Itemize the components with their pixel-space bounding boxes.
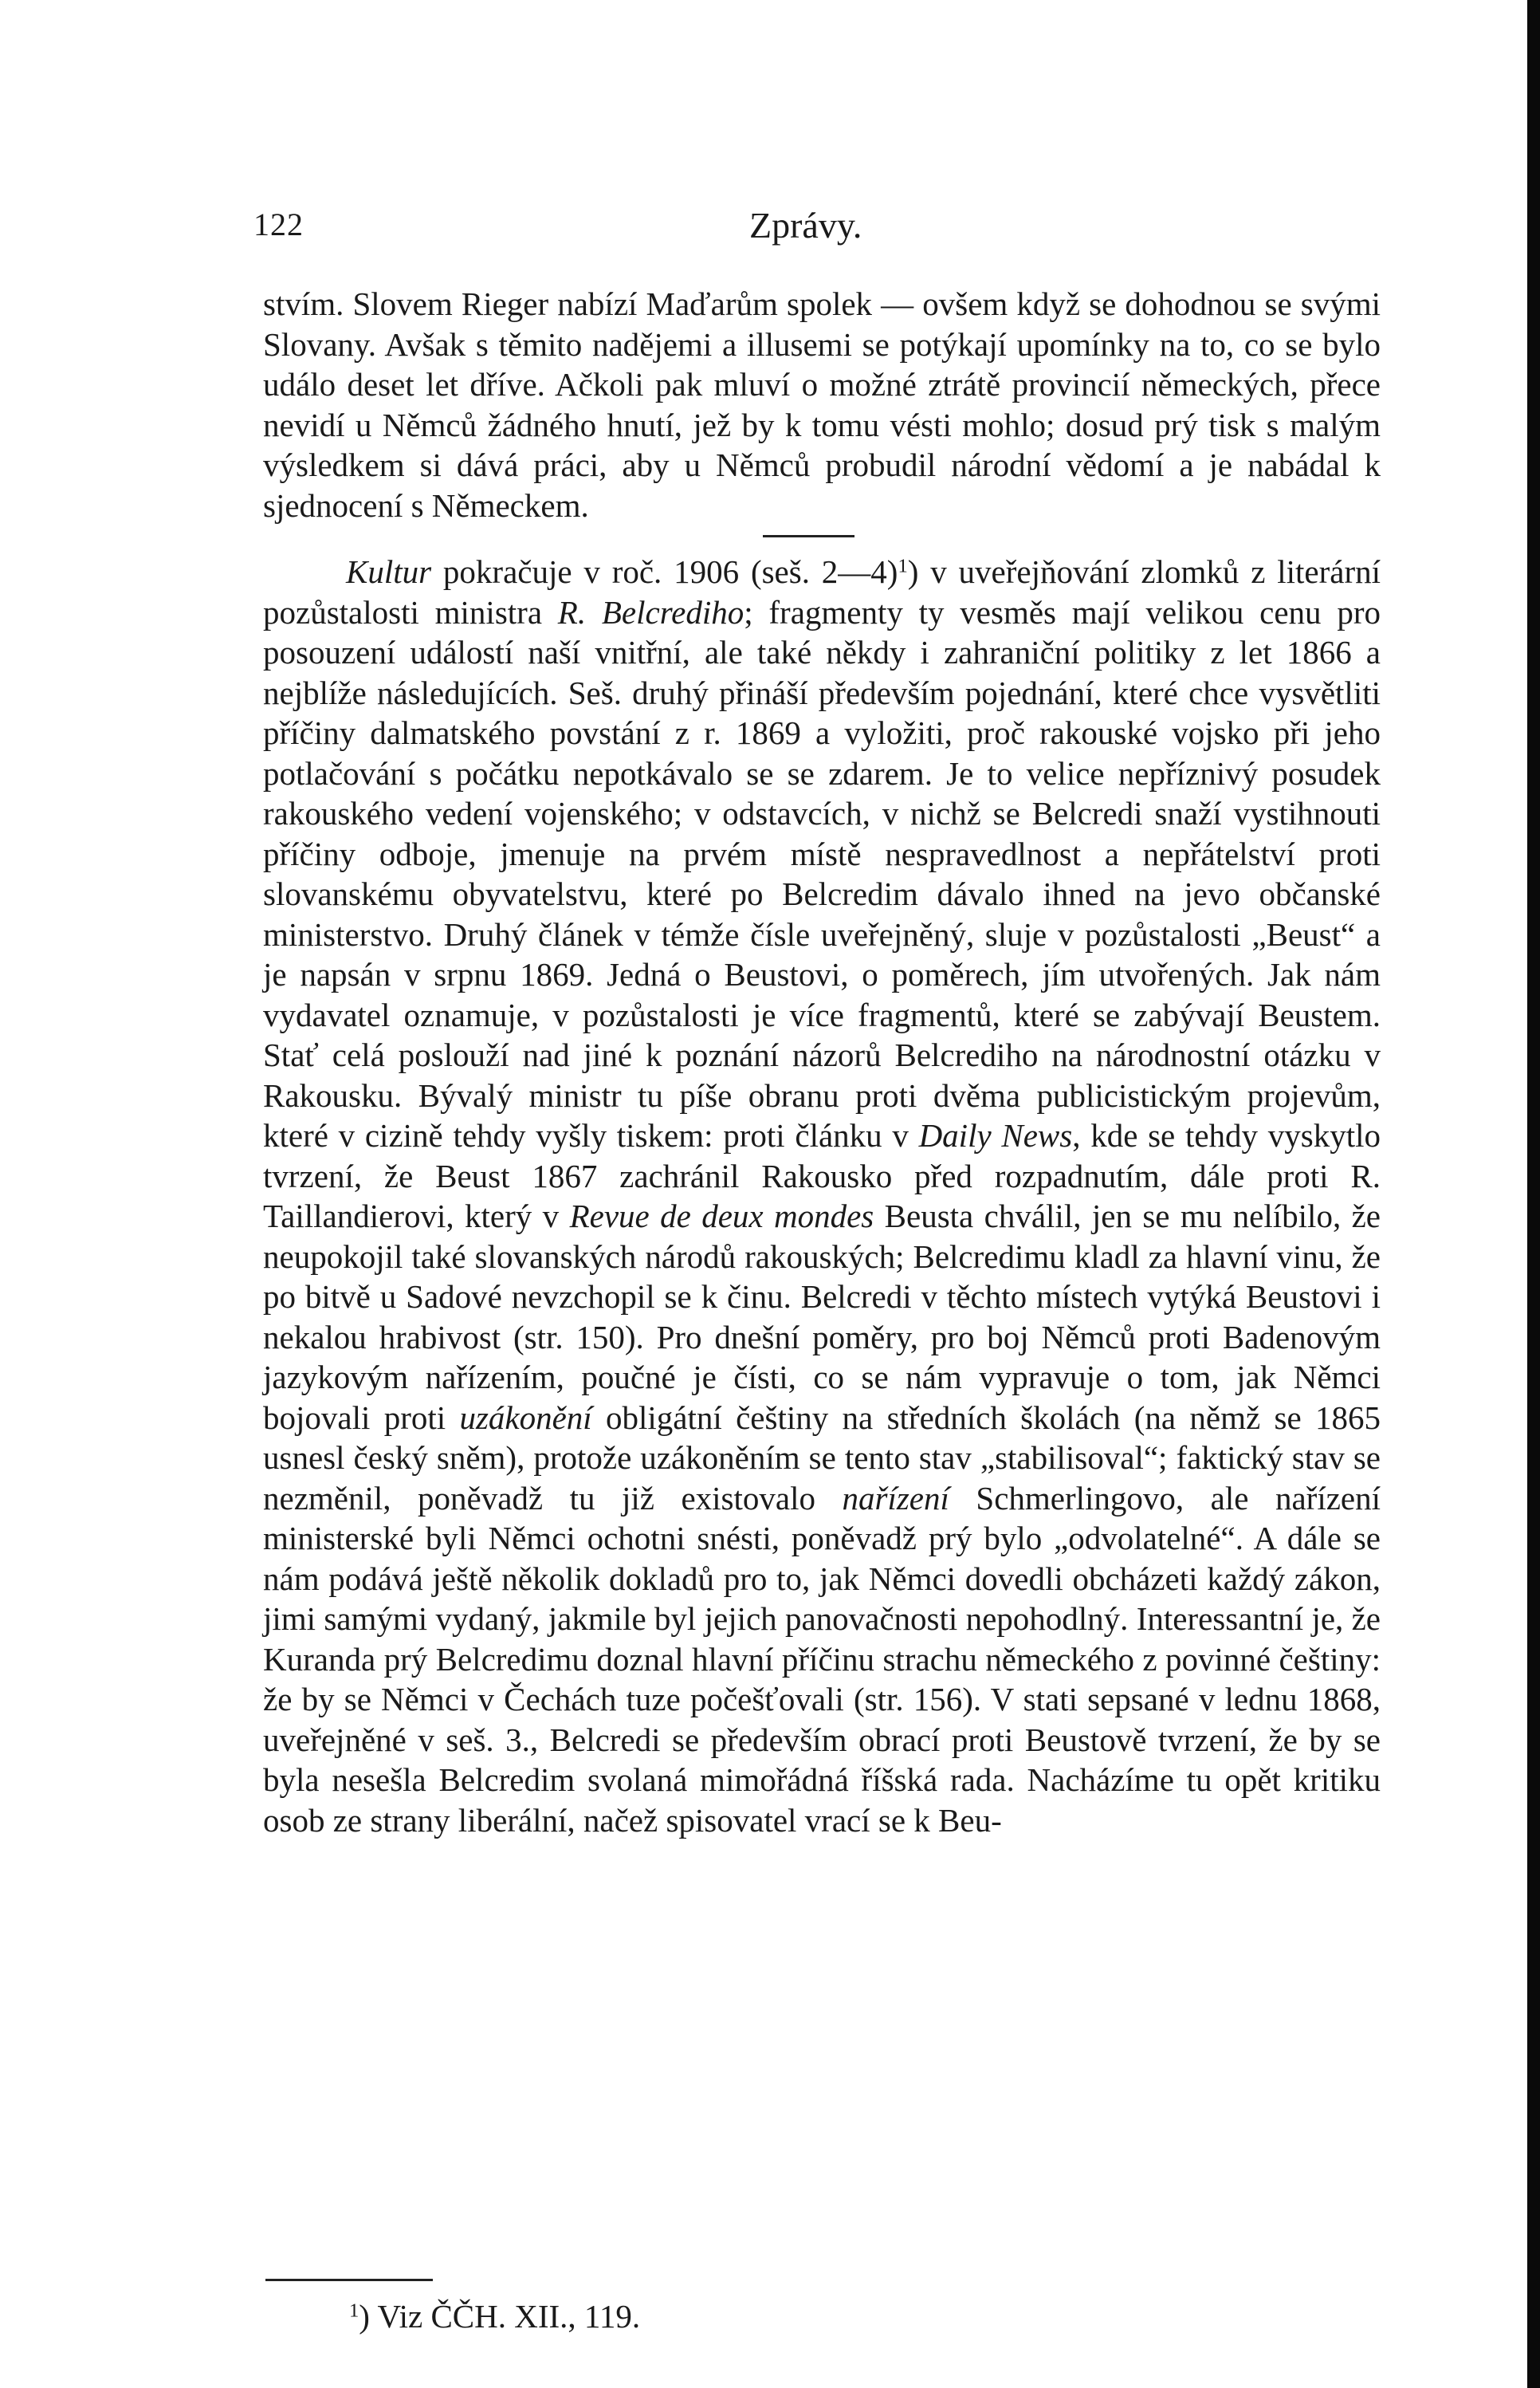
page-title: Zprávy. bbox=[749, 205, 862, 246]
revue-title: Revue de deux mondes bbox=[569, 1198, 874, 1234]
text-run: ) v uveřejňování zlomků z literární pozůstalosti ministra bbox=[263, 553, 1381, 631]
footnote-text: ) Viz ČČH. XII., 119. bbox=[359, 2298, 641, 2335]
paragraph-1 bbox=[263, 284, 1381, 525]
text-run: Beusta chválil, jen se mu nelíbilo, že neupokojil také slovanských národů rakouských; Belcredimu kladl za hlavní vinu, že po bitvě u Sadové nevzchopil se k činu. Belcredi v těchto místech vytýká Beustovi i nekalou hrabivost (str. 150). Pro dnešní poměry, pro boj Němců proti Badenovým jazykovým nařízením, poučné je čísti, co se nám vypravuje o tom, jak Němci bojovali proti bbox=[263, 1198, 1381, 1436]
footnote-mark: 1 bbox=[349, 2299, 359, 2322]
page-number: 122 bbox=[253, 207, 304, 242]
paragraph-1-text: stvím. Slovem Rieger nabízí Maďarům spolek — ovšem když se dohodnou se svými Slovany. Avšak s těmito nadějemi a illusemi se potýkají upomínky na to, co se bylo událo deset let dříve. Ačkoli pak mluví o možné ztrátě provincií německých, přece nevidí u Němců žádného hnutí, jež by k tomu vésti mohlo; dosud prý tisk s malým výsledkem si dává práci, aby u Němců probudil národní vědomí a je nabádal k sjednocení s Německem. bbox=[263, 285, 1381, 524]
emphasis-uzakoneni: uzákonění bbox=[459, 1399, 592, 1436]
text-run: ; fragmenty ty vesměs mají velikou cenu pro posouzení událostí naší vnitřní, ale také někdy i zahraniční politiky z let 1866 a nejblíže následujících. Seš. druhý přináší především pojednání, které chce vysvětliti příčiny dalmatského povstání z r. 1869 a vyložiti, proč rakouské vojsko při jeho potlačování s počátku nepotkávalo se se zdarem. Je to velice nepříznivý posudek rakouského vedení vojenského; v odstavcích, v nichž se Belcredi snaží vystihnouti příčiny odboje, jmenuje na prvém místě nespravedlnost a nepřátelství proti slovanskému obyvatelstvu, které po Belcredim dávalo ihned na jevo občanské ministerstvo. Druhý článek v témže čísle uveřejněný, sluje v pozůstalosti „Beust“ a je napsán v srpnu 1869. Jedná o Beustovi, o poměrech, jím utvořených. Jak nám vydavatel oznamuje, v pozůstalosti je více fragmentů, které se zabývají Beustem. Stať celá poslouží nad jiné k poznání názorů Belcrediho na národnostní otázku v Rakousku. Bývalý ministr tu píše obranu proti dvěma publicistickým projevům, které v cizině tehdy vyšly tiskem: proti článku v bbox=[263, 593, 1381, 1154]
footnote-divider bbox=[265, 2279, 433, 2281]
footnote-reference: 1 bbox=[898, 555, 908, 577]
scan-edge bbox=[1527, 0, 1540, 2388]
section-divider bbox=[763, 535, 854, 537]
belcredi-name: R. Belcrediho bbox=[557, 593, 744, 631]
kultur-title: Kultur bbox=[346, 553, 432, 590]
text-run: pokračuje v roč. 1906 (seš. 2—4) bbox=[431, 553, 898, 590]
paragraph-2-text bbox=[263, 552, 1381, 1840]
daily-news-title: Daily News bbox=[918, 1117, 1073, 1154]
footnote bbox=[349, 2296, 640, 2336]
text-run: , kde se tehdy vyskytlo tvrzení, že Beust 1867 zachránil Rakousko před rozpadnutím, dále proti R. Taillandierovi, který v bbox=[263, 1117, 1381, 1234]
text-run: obligátní češtiny na středních školách (na němž se 1865 usnesl český sněm), protože uzákoněním se tento stav „stabilisoval“; faktický stav se nezměnil, poněvadž tu již existovalo bbox=[263, 1399, 1381, 1517]
paragraph-2 bbox=[263, 552, 1381, 1840]
emphasis-narizeni: nařízení bbox=[842, 1479, 949, 1517]
text-run: Schmerlingovo, ale nařízení ministerské byli Němci ochotni snésti, poněvadž prý bylo „odvolatelné“. A dále se nám podává ještě několik dokladů pro to, jak Němci dovedli obcházeti každý zákon, jimi samými vydaný, jakmile byl jejich panovačnosti nepohodlný. Interessantní je, že Kuranda prý Belcredimu doznal hlavní příčinu strachu německého z povinné češtiny: že by se Němci v Čechách tuze počešťovali (str. 156). V stati sepsané v lednu 1868, uveřejněné v seš. 3., Belcredi se především obrací proti Beustově tvrzení, že by se byla nesešla Belcredim svolaná mimořádná říšská rada. Nacházíme tu opět kritiku osob ze strany liberální, načež spisovatel vrací se k Beu- bbox=[263, 1479, 1381, 1839]
